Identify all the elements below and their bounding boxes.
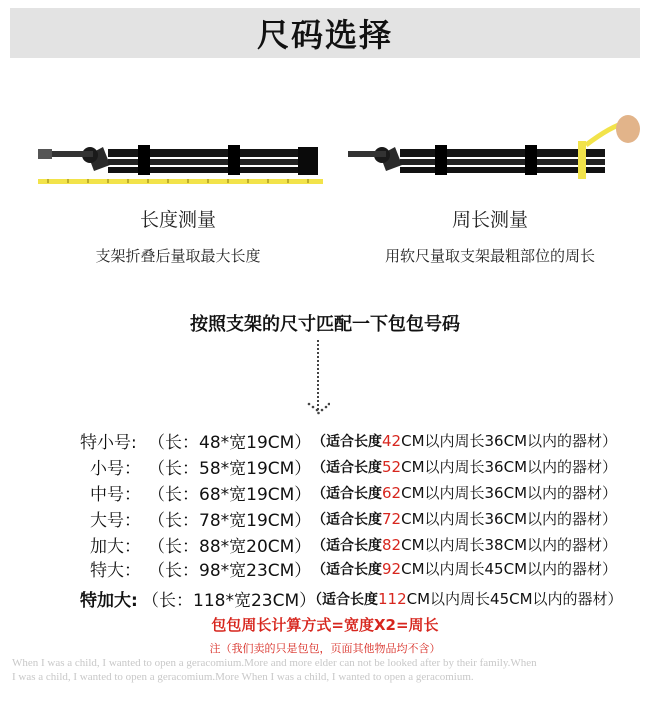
stand-girth-photo bbox=[340, 115, 640, 195]
length-measure-desc: 支架折叠后量取最大长度 bbox=[95, 247, 261, 265]
size-fit: （适合长度62CM以内周长36CM以内的器材） bbox=[312, 484, 618, 502]
dotted-line bbox=[317, 340, 319, 410]
arrow-down-icon bbox=[306, 402, 330, 416]
match-heading: 按照支架的尺寸匹配一下包包号码 bbox=[190, 314, 460, 335]
size-row-xxxl bbox=[0, 586, 650, 610]
size-fit: （适合长度112CM以内周长45CM以内的器材） bbox=[308, 590, 623, 608]
watermark-line: When I was a child, I wanted to open a geracomium.More and more elder can not be looked after by their family.When bbox=[12, 657, 537, 669]
watermark-text bbox=[12, 656, 612, 684]
girth-measure-title: 周长测量 bbox=[451, 209, 528, 231]
stand-length-photo bbox=[28, 115, 328, 195]
size-fit: （适合长度72CM以内周长36CM以内的器材） bbox=[312, 510, 618, 528]
size-dims: （长：68*宽19CM） bbox=[148, 485, 312, 505]
size-name: 大号： bbox=[90, 511, 141, 531]
size-row-l bbox=[0, 506, 650, 530]
size-row-xs bbox=[0, 428, 650, 452]
size-dims: （长：98*宽23CM） bbox=[148, 561, 312, 581]
page-title: 尺码选择 bbox=[256, 16, 393, 54]
title-banner bbox=[10, 8, 640, 58]
size-dims: （长：118*宽23CM） bbox=[142, 591, 317, 611]
length-measure-title: 长度测量 bbox=[139, 209, 216, 231]
size-fit: （适合长度42CM以内周长36CM以内的器材） bbox=[312, 432, 618, 450]
size-fit: （适合长度52CM以内周长36CM以内的器材） bbox=[312, 458, 618, 476]
hand bbox=[616, 115, 640, 143]
size-row-xl bbox=[0, 532, 650, 556]
tape-measure bbox=[38, 179, 323, 184]
size-name: 特大： bbox=[90, 561, 141, 581]
size-name: 中号： bbox=[90, 485, 141, 505]
size-fit: （适合长度92CM以内周长45CM以内的器材） bbox=[312, 560, 618, 578]
size-row-xxl bbox=[0, 556, 650, 580]
size-fit: （适合长度82CM以内周长38CM以内的器材） bbox=[312, 536, 618, 554]
size-dims: （长：88*宽20CM） bbox=[148, 537, 312, 557]
size-row-m bbox=[0, 480, 650, 504]
girth-formula: 包包周长计算方式=宽度X2=周长 bbox=[211, 616, 439, 634]
size-name: 特加大: bbox=[80, 591, 138, 611]
size-name: 加大： bbox=[90, 537, 141, 557]
watermark-line: I was a child, I wanted to open a geracomium.More When I was a child, I wanted to open a geracomium. bbox=[12, 671, 474, 683]
girth-measure-desc: 用软尺量取支架最粗部位的周长 bbox=[384, 247, 595, 265]
disclaimer-note: 注（我们卖的只是包包，页面其他物品均不含） bbox=[209, 642, 441, 655]
size-dims: （长：58*宽19CM） bbox=[148, 459, 312, 479]
stand-body bbox=[348, 145, 605, 175]
size-dims: （长：48*宽19CM） bbox=[148, 433, 312, 453]
size-name: 特小号: bbox=[80, 433, 137, 453]
size-row-s bbox=[0, 454, 650, 478]
tape-measure bbox=[578, 141, 586, 179]
size-dims: （长：78*宽19CM） bbox=[148, 511, 312, 531]
size-name: 小号： bbox=[90, 459, 141, 479]
stand-body bbox=[38, 145, 318, 175]
